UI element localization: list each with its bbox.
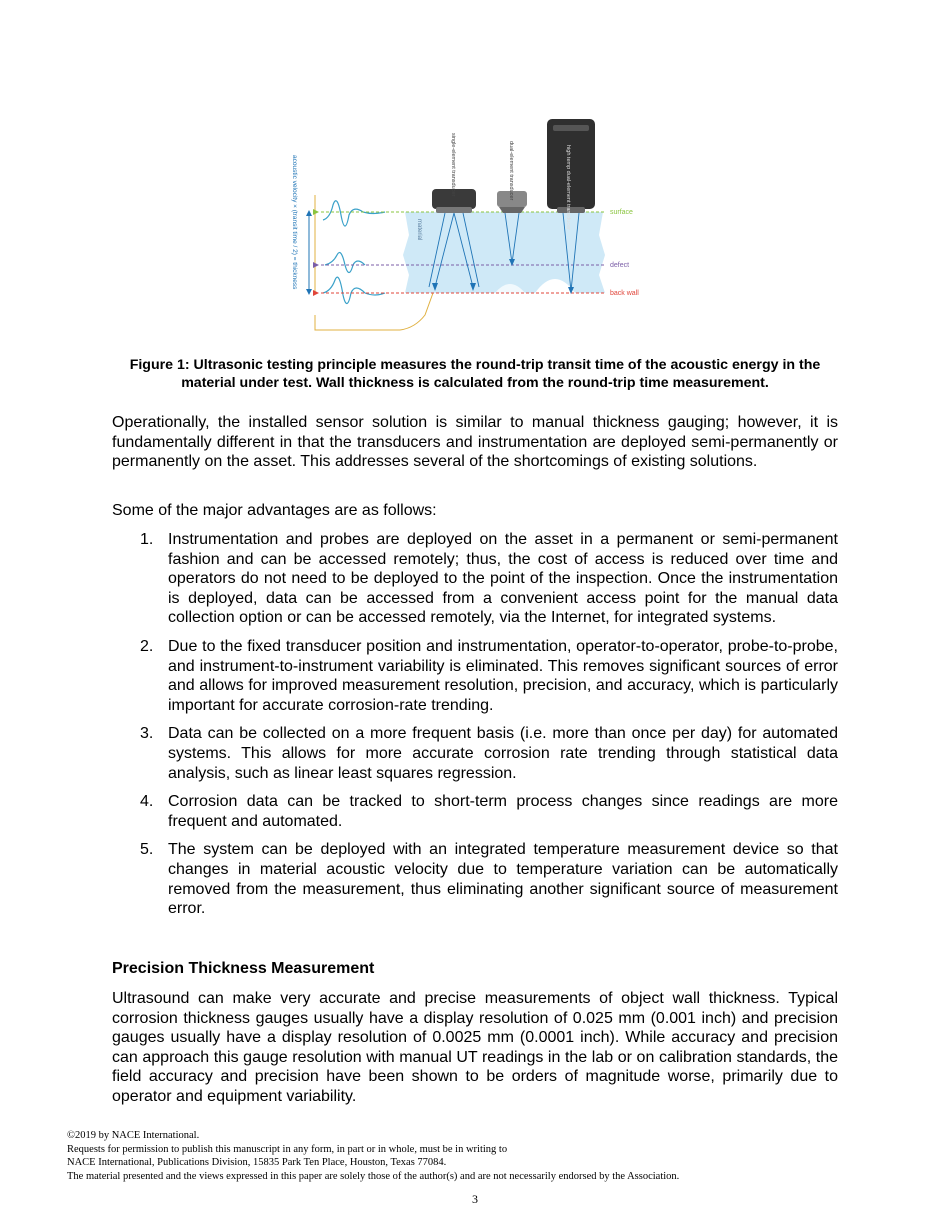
disclaimer-line: The material presented and the views expressed in this paper are solely those of the author(s) and are not necessarily endorsed by the Association. <box>67 1170 680 1182</box>
list-item-number: 3. <box>140 725 154 743</box>
list-item-text: Data can be collected on a more frequent basis (i.e. more than once per day) for automated systems. This allows for more accurate corrosion rate trending through statistical data analysis, such as linear least squares regression. <box>168 725 838 782</box>
list-item-number: 5. <box>140 841 154 859</box>
figure-caption: Figure 1: Ultrasonic testing principle measures the round-trip transit time of the acoustic energy in the material under test. Wall thickness is calculated from the round-trip time measurement. <box>129 357 821 391</box>
permission-line: Requests for permission to publish this manuscript in any form, in part or in whole, must be in writing to <box>67 1143 508 1155</box>
section-heading: Precision Thickness Measurement <box>112 960 375 977</box>
list-item <box>112 724 838 783</box>
section-paragraph: Ultrasound can make very accurate and precise measurements of object wall thickness. Typical corrosion thickness gauges usually have a display resolution of 0.025 mm (0.001 inch) and precision gauges usually have a display resolution of 0.0025 mm (0.0001 inch). While accuracy and precision can approach this gauge resolution with manual UT readings in the lab or on calibration standards, the field accuracy and precision have been shown to be orders of magnitude worse, primarily due to operator and equipment variability. <box>112 990 838 1105</box>
list-item-text: Due to the fixed transducer position and instrumentation, operator-to-operator, probe-to-probe, and instrument-to-instrument variability is eliminated. This removes significant sources of error and allows for improved measurement resolution, precision, and accuracy, which is particularly important for accurate corrosion-rate trending. <box>168 637 838 714</box>
list-item <box>112 792 838 831</box>
list-item-text: Corrosion data can be tracked to short-term process changes since readings are more frequent and automated. <box>168 793 838 830</box>
ultrasonic-diagram <box>285 115 645 335</box>
advantages-intro: Some of the major advantages are as follows: <box>112 502 437 519</box>
list-item-text: The system can be deployed with an integrated temperature measurement device so that changes in material acoustic velocity due to temperature variation can be automatically removed from the measurement, thus eliminating another significant source of measurement error. <box>168 841 838 918</box>
formula-label: acoustic velocity × (transit time / 2) = thickness <box>291 155 298 290</box>
list-item-number: 2. <box>140 637 154 655</box>
intro-paragraph: Operationally, the installed sensor solution is similar to manual thickness gauging; however, it is fundamentally different in that the transducers and instrumentation are deployed semi-permanently or permanently on the asset. This addresses several of the shortcomings of existing solutions. <box>112 414 838 471</box>
back-wall-label: back wall <box>610 290 639 297</box>
page-footer <box>67 1129 897 1183</box>
copyright-line: ©2019 by NACE International. <box>67 1130 200 1141</box>
list-item-number: 4. <box>140 793 154 811</box>
list-item-text: Instrumentation and probes are deployed on the asset in a permanent or semi-permanent fashion and can be accessed remotely; thus, the cost of access is reduced over time and operators do not need to be deployed to the point of the inspection. Once the instrumentation is deployed, data can be accessed from a convenient access point for the manual data collection option or can be accessed remotely, via the Internet, for integrated systems. <box>168 531 838 627</box>
list-item <box>112 530 838 628</box>
page-number: 3 <box>472 1192 478 1206</box>
list-item <box>112 840 838 918</box>
advantages-list <box>112 530 838 928</box>
list-item <box>112 637 838 715</box>
probe3-label: high temp dual-element transducer <box>565 145 571 230</box>
probe1-label: single-element transducer <box>450 133 456 197</box>
address-line: NACE International, Publications Division, 15835 Park Ten Place, Houston, Texas 77084. <box>67 1157 447 1169</box>
probe2-label: dual-element transducer <box>508 141 514 201</box>
defect-label: defect <box>610 262 630 269</box>
ultrasonic-diagram-svg <box>285 115 645 335</box>
material-label: material <box>416 219 422 241</box>
surface-label: surface <box>610 209 633 216</box>
list-item-number: 1. <box>140 531 154 548</box>
